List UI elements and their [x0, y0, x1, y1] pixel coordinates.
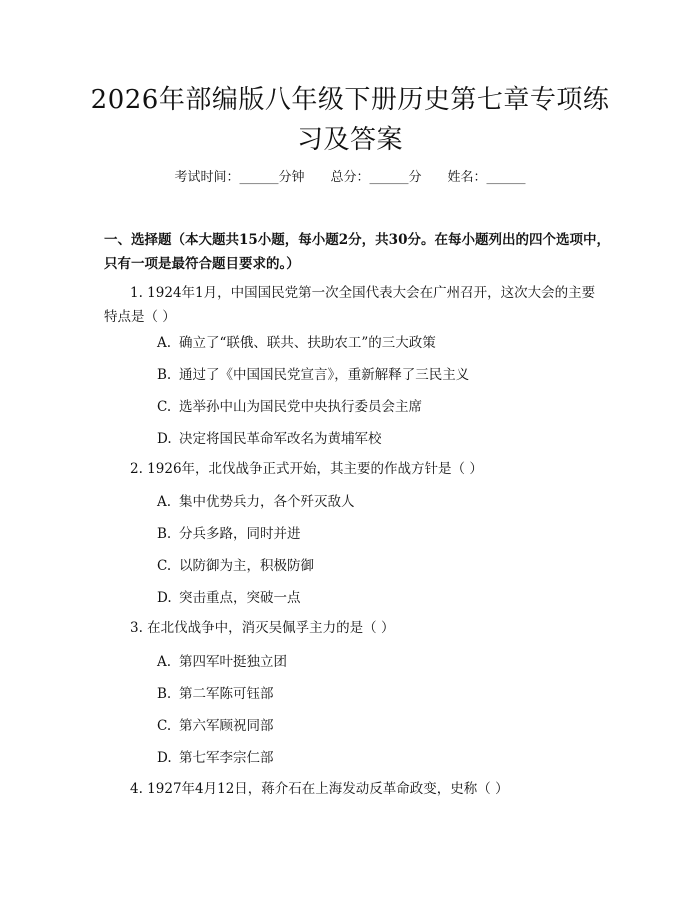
question-option — [157, 588, 607, 608]
question-option — [157, 716, 607, 736]
option-text: 分兵多路，同时并进 — [179, 526, 301, 542]
option-text: 第四军叶挺独立团 — [179, 654, 287, 670]
option-letter: D. — [157, 750, 172, 766]
question-option — [157, 684, 607, 704]
option-text: 第六军顾祝同部 — [179, 718, 274, 734]
question-stem: 4. 1927年4月12日，蒋介石在上海发动反革命政变，史称（ ） — [130, 781, 509, 797]
exam-time-label: 考试时间：______分钟 — [174, 170, 305, 185]
option-text: 第七军李宗仁部 — [179, 750, 274, 766]
option-letter: C. — [157, 718, 172, 734]
option-letter: D. — [157, 431, 172, 447]
option-letter: B. — [157, 686, 172, 702]
question-stem: 2. 1926年，北伐战争正式开始，其主要的作战方针是（ ） — [130, 461, 483, 477]
option-text: 确立了“联俄、联共、扶助农工”的三大政策 — [179, 335, 436, 351]
question-option — [157, 652, 607, 672]
exam-info-line — [0, 168, 700, 188]
option-letter: C. — [157, 558, 172, 574]
question-stem: 3. 在北伐战争中，消灭吴佩孚主力的是（ ） — [130, 620, 395, 636]
option-letter: B. — [157, 367, 172, 383]
option-letter: B. — [157, 526, 172, 542]
question-option — [157, 748, 607, 768]
option-letter: D. — [157, 590, 172, 606]
option-text: 通过了《中国国民党宣言》，重新解释了三民主义 — [179, 367, 470, 383]
name-label: 姓名：______ — [447, 170, 526, 185]
question-stem: 1. 1924年1月，中国国民党第一次全国代表大会在广州召开，这次大会的主要特点是（ ） — [104, 285, 596, 325]
option-text: 集中优势兵力，各个歼灭敌人 — [179, 494, 355, 510]
document-title: 2026年部编版八年级下册历史第七章专项练习及答案 — [90, 85, 610, 155]
question-option — [157, 397, 607, 417]
option-text: 第二军陈可钰部 — [179, 686, 274, 702]
option-letter: A. — [157, 335, 172, 351]
total-score-label: 总分：______分 — [330, 170, 422, 185]
option-text: 选举孙中山为国民党中央执行委员会主席 — [179, 399, 422, 415]
option-letter: C. — [157, 399, 172, 415]
option-text: 决定将国民革命军改名为黄埔军校 — [179, 431, 382, 447]
question-option — [157, 524, 607, 544]
option-text: 以防御为主，积极防御 — [179, 558, 314, 574]
question-option — [157, 365, 607, 385]
question-option — [157, 429, 607, 449]
option-letter: A. — [157, 494, 172, 510]
question-option — [157, 492, 607, 512]
option-text: 突击重点，突破一点 — [179, 590, 301, 606]
question-option — [157, 556, 607, 576]
option-letter: A. — [157, 654, 172, 670]
question-option — [157, 333, 607, 353]
section-heading: 一、选择题（本大题共15小题，每小题2分，共30分。在每小题列出的四个选项中，只有一项是最符合题目要求的。） — [104, 232, 610, 272]
